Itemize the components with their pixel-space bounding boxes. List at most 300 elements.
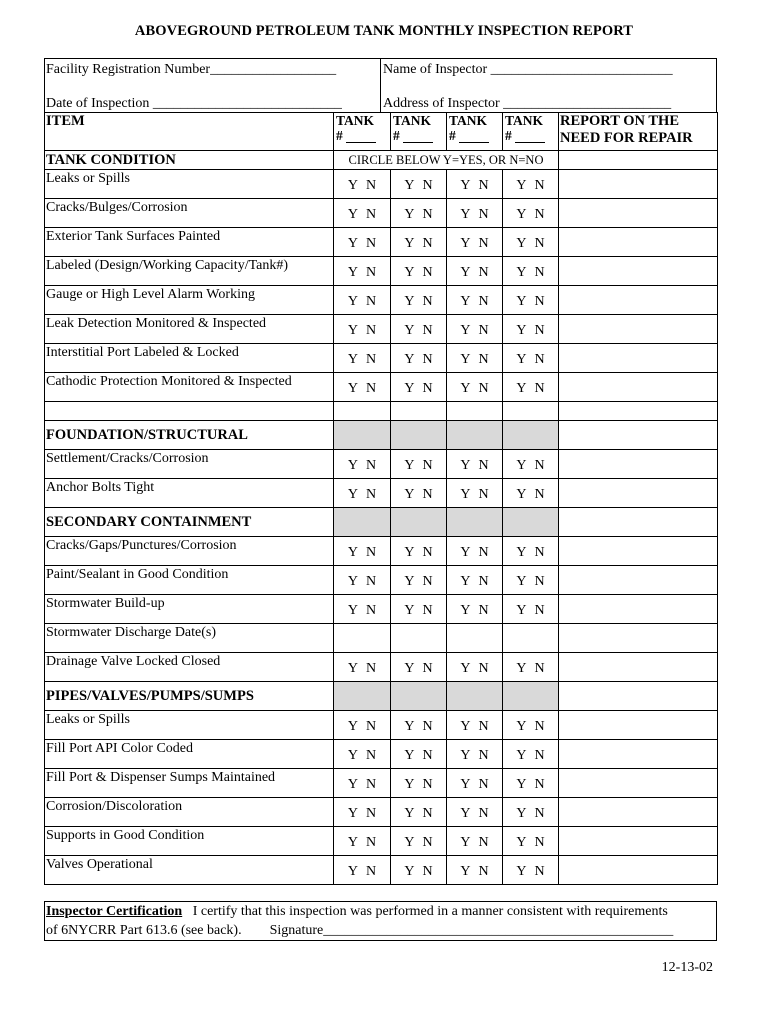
- yes-no-choice[interactable]: [447, 856, 503, 885]
- yes-no-choice[interactable]: [334, 199, 391, 228]
- yes-no-choice[interactable]: [503, 344, 559, 373]
- item-label: [45, 827, 334, 856]
- item-label-text: Fill Port API Color Coded: [46, 741, 194, 756]
- name-of-inspector-field[interactable]: Name of Inspector __________________________: [383, 62, 673, 77]
- repair-report-cell[interactable]: [559, 798, 718, 827]
- shaded-cell: [391, 421, 447, 450]
- yes-no-text[interactable]: Y N: [516, 719, 545, 734]
- yes-no-text[interactable]: Y N: [460, 574, 489, 589]
- yes-no-choice[interactable]: [503, 740, 559, 769]
- yes-no-choice[interactable]: [447, 537, 503, 566]
- yes-no-choice[interactable]: [334, 653, 391, 682]
- item-label-text: Paint/Sealant in Good Condition: [46, 567, 229, 582]
- item-label: [45, 315, 334, 344]
- table-row: [45, 827, 718, 856]
- item-label-text: Gauge or High Level Alarm Working: [46, 287, 255, 302]
- yes-no-text[interactable]: Y N: [347, 545, 377, 560]
- item-label-text: Exterior Tank Surfaces Painted: [46, 229, 221, 244]
- yes-no-choice[interactable]: [503, 479, 559, 508]
- yes-no-choice[interactable]: [334, 257, 391, 286]
- repair-report-cell[interactable]: [559, 769, 718, 798]
- yes-no-text[interactable]: Y N: [347, 719, 377, 734]
- repair-report-cell[interactable]: [559, 344, 718, 373]
- tank-number-blank[interactable]: [515, 130, 545, 143]
- yes-no-text[interactable]: Y N: [404, 381, 433, 396]
- yes-no-text[interactable]: Y N: [516, 207, 545, 222]
- yes-no-choice[interactable]: [391, 711, 447, 740]
- yes-no-text[interactable]: Y N: [347, 835, 377, 850]
- yes-no-choice[interactable]: [334, 740, 391, 769]
- yes-no-text[interactable]: Y N: [516, 603, 545, 618]
- yes-no-text[interactable]: Y N: [347, 864, 377, 879]
- tank-label: TANK: [393, 113, 432, 128]
- tank-number-hash: #: [393, 128, 400, 143]
- yes-no-text[interactable]: Y N: [516, 806, 545, 821]
- yes-no-text[interactable]: Y N: [460, 719, 489, 734]
- item-label: [45, 537, 334, 566]
- repair-report-cell[interactable]: [559, 624, 718, 653]
- yes-no-choice[interactable]: [503, 199, 559, 228]
- yes-no-choice[interactable]: [503, 286, 559, 315]
- shaded-cell: [447, 421, 503, 450]
- yes-no-text[interactable]: Y N: [516, 545, 545, 560]
- yes-no-choice: [447, 624, 503, 653]
- tank-number-blank[interactable]: [346, 130, 376, 143]
- yes-no-text[interactable]: Y N: [460, 294, 489, 309]
- section-title: TANK CONDITION: [45, 151, 334, 170]
- yes-no-choice[interactable]: [447, 595, 503, 624]
- yes-no-choice[interactable]: [447, 257, 503, 286]
- table-row: [45, 402, 718, 421]
- yes-no-choice[interactable]: [503, 856, 559, 885]
- signature-field[interactable]: Signature__________________________________________________: [269, 923, 674, 938]
- yes-no-choice[interactable]: [391, 257, 447, 286]
- table-row: [45, 344, 718, 373]
- yes-no-choice[interactable]: [391, 286, 447, 315]
- yes-no-text[interactable]: Y N: [404, 777, 433, 792]
- item-label-text: Cathodic Protection Monitored & Inspected: [46, 374, 292, 389]
- circle-instruction: CIRCLE BELOW Y=YES, OR N=NO: [334, 151, 559, 170]
- item-label-text: Cracks/Gaps/Punctures/Corrosion: [46, 538, 237, 553]
- date-of-inspection-field[interactable]: Date of Inspection ___________________________: [46, 96, 342, 111]
- yes-no-choice[interactable]: [503, 450, 559, 479]
- shaded-cell: [391, 508, 447, 537]
- form-revision-code: 12-13-02: [661, 960, 713, 975]
- yes-no-text[interactable]: Y N: [404, 294, 433, 309]
- yes-no-text[interactable]: Y N: [347, 178, 377, 193]
- repair-header-line: REPORT ON THE: [560, 113, 680, 129]
- item-label: [45, 653, 334, 682]
- yes-no-text[interactable]: Y N: [516, 487, 545, 502]
- yes-no-choice: [503, 624, 559, 653]
- table-row: [45, 798, 718, 827]
- repair-report-cell[interactable]: [559, 170, 718, 199]
- certification-text-2: of 6NYCRR Part 613.6 (see back).: [46, 923, 242, 938]
- yes-no-text[interactable]: Y N: [460, 236, 489, 251]
- tank-label: TANK: [336, 113, 375, 128]
- repair-report-cell[interactable]: [559, 450, 718, 479]
- yes-no-choice[interactable]: [447, 479, 503, 508]
- yes-no-choice[interactable]: [391, 653, 447, 682]
- inspector-certification-box: [44, 901, 717, 941]
- yes-no-text[interactable]: Y N: [516, 835, 545, 850]
- yes-no-choice[interactable]: [391, 595, 447, 624]
- yes-no-choice[interactable]: [447, 740, 503, 769]
- yes-no-text[interactable]: Y N: [404, 545, 433, 560]
- yes-no-text[interactable]: Y N: [460, 352, 489, 367]
- yes-no-text[interactable]: Y N: [516, 381, 545, 396]
- yes-no-text[interactable]: Y N: [460, 661, 489, 676]
- yes-no-text[interactable]: Y N: [404, 265, 433, 280]
- repair-report-cell[interactable]: [559, 479, 718, 508]
- yes-no-text[interactable]: Y N: [347, 777, 377, 792]
- yes-no-text[interactable]: Y N: [516, 777, 545, 792]
- yes-no-choice[interactable]: [334, 450, 391, 479]
- yes-no-choice[interactable]: [391, 373, 447, 402]
- tank-column-header: [503, 113, 559, 151]
- item-label-text: Leaks or Spills: [46, 171, 130, 186]
- yes-no-text[interactable]: Y N: [347, 294, 377, 309]
- yes-no-choice[interactable]: [334, 856, 391, 885]
- table-row: [45, 421, 718, 450]
- item-label: [45, 740, 334, 769]
- shaded-cell: [503, 682, 559, 711]
- table-row: [45, 595, 718, 624]
- yes-no-text[interactable]: Y N: [516, 574, 545, 589]
- item-label: [45, 769, 334, 798]
- yes-no-text[interactable]: Y N: [460, 265, 489, 280]
- yes-no-choice[interactable]: [447, 566, 503, 595]
- yes-no-choice: [391, 624, 447, 653]
- yes-no-text[interactable]: Y N: [460, 835, 489, 850]
- repair-report-cell[interactable]: [559, 653, 718, 682]
- yes-no-choice[interactable]: [503, 827, 559, 856]
- repair-report-cell[interactable]: [559, 257, 718, 286]
- yes-no-text[interactable]: Y N: [347, 265, 377, 280]
- yes-no-choice: [334, 624, 391, 653]
- yes-no-choice[interactable]: [503, 769, 559, 798]
- yes-no-text[interactable]: Y N: [347, 487, 377, 502]
- shaded-cell: [503, 421, 559, 450]
- table-row: [45, 170, 718, 199]
- yes-no-choice[interactable]: [503, 228, 559, 257]
- yes-no-choice[interactable]: [503, 566, 559, 595]
- yes-no-choice[interactable]: [391, 827, 447, 856]
- repair-report-cell[interactable]: [559, 682, 718, 711]
- yes-no-choice[interactable]: [391, 740, 447, 769]
- yes-no-text[interactable]: Y N: [404, 806, 433, 821]
- item-label-text: Corrosion/Discoloration: [46, 799, 183, 814]
- yes-no-choice[interactable]: [391, 479, 447, 508]
- yes-no-choice[interactable]: [391, 537, 447, 566]
- item-label: [45, 856, 334, 885]
- repair-report-cell[interactable]: [559, 566, 718, 595]
- yes-no-text[interactable]: Y N: [404, 574, 433, 589]
- yes-no-text[interactable]: Y N: [347, 381, 377, 396]
- yes-no-choice[interactable]: [447, 373, 503, 402]
- yes-no-choice[interactable]: [334, 170, 391, 199]
- repair-report-cell[interactable]: [559, 508, 718, 537]
- yes-no-text[interactable]: Y N: [347, 574, 377, 589]
- tank-column-header: [334, 113, 391, 151]
- yes-no-text[interactable]: Y N: [347, 661, 377, 676]
- repair-report-cell[interactable]: [559, 827, 718, 856]
- table-row: [45, 479, 718, 508]
- yes-no-choice[interactable]: [334, 373, 391, 402]
- item-label: [45, 199, 334, 228]
- yes-no-choice[interactable]: [447, 798, 503, 827]
- yes-no-choice[interactable]: [334, 595, 391, 624]
- repair-report-cell[interactable]: [559, 373, 718, 402]
- repair-report-cell[interactable]: [559, 199, 718, 228]
- yes-no-text[interactable]: Y N: [460, 748, 489, 763]
- yes-no-choice[interactable]: [447, 228, 503, 257]
- yes-no-choice[interactable]: [447, 769, 503, 798]
- item-label: [45, 286, 334, 315]
- yes-no-text[interactable]: Y N: [460, 864, 489, 879]
- yes-no-choice[interactable]: [447, 450, 503, 479]
- tank-column-header: [447, 113, 503, 151]
- yes-no-choice[interactable]: [447, 653, 503, 682]
- table-row: [45, 450, 718, 479]
- yes-no-text[interactable]: Y N: [404, 178, 433, 193]
- item-label-text: Settlement/Cracks/Corrosion: [46, 451, 209, 466]
- yes-no-choice[interactable]: [391, 450, 447, 479]
- yes-no-choice[interactable]: [447, 344, 503, 373]
- info-divider: [380, 59, 381, 112]
- yes-no-choice[interactable]: [391, 170, 447, 199]
- yes-no-choice[interactable]: [447, 170, 503, 199]
- yes-no-choice[interactable]: [503, 315, 559, 344]
- table-row: [45, 199, 718, 228]
- repair-report-cell[interactable]: [559, 315, 718, 344]
- table-row: [45, 257, 718, 286]
- yes-no-choice[interactable]: [391, 769, 447, 798]
- yes-no-text[interactable]: Y N: [460, 381, 489, 396]
- table-row: [45, 682, 718, 711]
- yes-no-choice[interactable]: [391, 856, 447, 885]
- yes-no-text[interactable]: Y N: [404, 487, 433, 502]
- table-row: [45, 711, 718, 740]
- yes-no-text[interactable]: Y N: [460, 487, 489, 502]
- yes-no-text[interactable]: Y N: [347, 236, 377, 251]
- repair-report-cell[interactable]: [559, 537, 718, 566]
- yes-no-text[interactable]: Y N: [460, 458, 489, 473]
- shaded-cell: [334, 682, 391, 711]
- yes-no-choice[interactable]: [503, 595, 559, 624]
- yes-no-text[interactable]: Y N: [516, 236, 545, 251]
- tank-column-header: [391, 113, 447, 151]
- repair-report-cell[interactable]: [559, 740, 718, 769]
- yes-no-choice[interactable]: [503, 170, 559, 199]
- item-label-text: Cracks/Bulges/Corrosion: [46, 200, 188, 215]
- table-row: [45, 769, 718, 798]
- yes-no-text[interactable]: Y N: [460, 603, 489, 618]
- tank-label: TANK: [449, 113, 488, 128]
- certification-label: Inspector Certification: [46, 904, 183, 919]
- yes-no-text[interactable]: Y N: [516, 294, 545, 309]
- item-label-text: Fill Port & Dispenser Sumps Maintained: [46, 770, 276, 785]
- yes-no-text[interactable]: Y N: [516, 661, 545, 676]
- shaded-cell: [503, 508, 559, 537]
- yes-no-choice[interactable]: [447, 827, 503, 856]
- address-of-inspector-field[interactable]: Address of Inspector ________________________: [383, 96, 672, 111]
- yes-no-choice[interactable]: [334, 479, 391, 508]
- yes-no-text[interactable]: Y N: [516, 352, 545, 367]
- blank-cell: [503, 402, 559, 421]
- yes-no-choice[interactable]: [503, 711, 559, 740]
- repair-report-cell[interactable]: [559, 402, 718, 421]
- yes-no-text[interactable]: Y N: [347, 323, 377, 338]
- yes-no-text[interactable]: Y N: [404, 748, 433, 763]
- yes-no-text[interactable]: Y N: [516, 178, 545, 193]
- repair-report-cell[interactable]: [559, 286, 718, 315]
- item-label-text: Stormwater Discharge Date(s): [46, 625, 217, 640]
- item-label: [45, 228, 334, 257]
- yes-no-choice[interactable]: [334, 315, 391, 344]
- yes-no-choice[interactable]: [503, 537, 559, 566]
- shaded-cell: [391, 682, 447, 711]
- shaded-cell: [334, 421, 391, 450]
- yes-no-choice[interactable]: [503, 257, 559, 286]
- tank-number-hash: #: [505, 128, 512, 143]
- yes-no-text[interactable]: Y N: [516, 323, 545, 338]
- tank-number-hash: #: [449, 128, 456, 143]
- yes-no-text[interactable]: Y N: [516, 265, 545, 280]
- item-label: [45, 257, 334, 286]
- table-row: [45, 740, 718, 769]
- inspection-table: [44, 112, 718, 885]
- repair-report-cell[interactable]: [559, 151, 718, 170]
- yes-no-choice[interactable]: [503, 373, 559, 402]
- yes-no-text[interactable]: Y N: [404, 603, 433, 618]
- yes-no-choice[interactable]: [447, 286, 503, 315]
- yes-no-text[interactable]: Y N: [347, 207, 377, 222]
- item-label-text: Labeled (Design/Working Capacity/Tank#): [46, 258, 289, 273]
- item-label-text: Interstitial Port Labeled & Locked: [46, 345, 239, 360]
- yes-no-text[interactable]: Y N: [347, 806, 377, 821]
- yes-no-text[interactable]: Y N: [516, 748, 545, 763]
- section-title: FOUNDATION/STRUCTURAL: [45, 421, 334, 450]
- yes-no-text[interactable]: Y N: [404, 458, 433, 473]
- item-label-text: Leak Detection Monitored & Inspected: [46, 316, 267, 331]
- yes-no-choice[interactable]: [334, 827, 391, 856]
- table-row: [45, 286, 718, 315]
- yes-no-text[interactable]: Y N: [404, 207, 433, 222]
- table-row: [45, 508, 718, 537]
- yes-no-choice[interactable]: [391, 798, 447, 827]
- yes-no-text[interactable]: Y N: [347, 458, 377, 473]
- yes-no-text[interactable]: Y N: [404, 352, 433, 367]
- item-label: [45, 479, 334, 508]
- yes-no-choice[interactable]: [334, 537, 391, 566]
- yes-no-choice[interactable]: [334, 769, 391, 798]
- item-label: [45, 595, 334, 624]
- yes-no-choice[interactable]: [334, 286, 391, 315]
- section-title: PIPES/VALVES/PUMPS/SUMPS: [45, 682, 334, 711]
- yes-no-text[interactable]: Y N: [516, 458, 545, 473]
- yes-no-text[interactable]: Y N: [516, 864, 545, 879]
- shaded-cell: [334, 508, 391, 537]
- yes-no-text[interactable]: Y N: [460, 207, 489, 222]
- yes-no-choice[interactable]: [503, 798, 559, 827]
- item-label-text: Drainage Valve Locked Closed: [46, 654, 221, 669]
- table-row: [45, 566, 718, 595]
- yes-no-choice[interactable]: [334, 344, 391, 373]
- repair-report-cell[interactable]: [559, 711, 718, 740]
- item-label-text: Anchor Bolts Tight: [46, 480, 155, 495]
- blank-cell: [45, 402, 334, 421]
- yes-no-text[interactable]: Y N: [460, 777, 489, 792]
- yes-no-text[interactable]: Y N: [404, 719, 433, 734]
- table-row: [45, 315, 718, 344]
- yes-no-choice[interactable]: [447, 315, 503, 344]
- yes-no-choice[interactable]: [503, 653, 559, 682]
- repair-report-cell[interactable]: [559, 595, 718, 624]
- item-label: [45, 566, 334, 595]
- yes-no-text[interactable]: Y N: [347, 352, 377, 367]
- yes-no-choice[interactable]: [447, 199, 503, 228]
- yes-no-text[interactable]: Y N: [460, 545, 489, 560]
- yes-no-choice[interactable]: [391, 566, 447, 595]
- yes-no-choice[interactable]: [334, 711, 391, 740]
- yes-no-text[interactable]: Y N: [404, 323, 433, 338]
- table-row: [45, 373, 718, 402]
- yes-no-choice[interactable]: [334, 566, 391, 595]
- table-row: [45, 228, 718, 257]
- repair-header-line: NEED FOR REPAIR: [560, 130, 693, 146]
- certification-text: I certify that this inspection was performed in a manner consistent with requirements: [192, 904, 668, 919]
- yes-no-choice[interactable]: [391, 315, 447, 344]
- yes-no-text[interactable]: Y N: [460, 323, 489, 338]
- tank-number-blank[interactable]: [459, 130, 489, 143]
- table-row: [45, 856, 718, 885]
- repair-report-cell[interactable]: [559, 228, 718, 257]
- yes-no-choice[interactable]: [391, 199, 447, 228]
- repair-report-cell[interactable]: [559, 421, 718, 450]
- yes-no-text[interactable]: Y N: [404, 864, 433, 879]
- yes-no-text[interactable]: Y N: [404, 236, 433, 251]
- tank-number-blank[interactable]: [403, 130, 433, 143]
- yes-no-text[interactable]: Y N: [460, 178, 489, 193]
- tank-label: TANK: [505, 113, 544, 128]
- table-row: [45, 113, 718, 151]
- page-title: ABOVEGROUND PETROLEUM TANK MONTHLY INSPECTION REPORT: [134, 23, 634, 39]
- yes-no-choice[interactable]: [447, 711, 503, 740]
- repair-report-cell[interactable]: [559, 856, 718, 885]
- facility-registration-field[interactable]: Facility Registration Number__________________: [46, 62, 337, 77]
- item-label: [45, 798, 334, 827]
- item-label: [45, 624, 334, 653]
- yes-no-text[interactable]: Y N: [404, 835, 433, 850]
- repair-report-header: [559, 113, 718, 151]
- item-label: [45, 170, 334, 199]
- yes-no-text[interactable]: Y N: [404, 661, 433, 676]
- yes-no-choice[interactable]: [334, 228, 391, 257]
- yes-no-text[interactable]: Y N: [347, 603, 377, 618]
- yes-no-text[interactable]: Y N: [347, 748, 377, 763]
- yes-no-choice[interactable]: [391, 228, 447, 257]
- yes-no-choice[interactable]: [391, 344, 447, 373]
- item-label: [45, 373, 334, 402]
- item-label-text: Valves Operational: [46, 857, 153, 872]
- facility-info-box: [44, 58, 717, 112]
- yes-no-text[interactable]: Y N: [460, 806, 489, 821]
- yes-no-choice[interactable]: [334, 798, 391, 827]
- item-label-text: Stormwater Build-up: [46, 596, 165, 611]
- table-row: [45, 537, 718, 566]
- section-title: SECONDARY CONTAINMENT: [45, 508, 334, 537]
